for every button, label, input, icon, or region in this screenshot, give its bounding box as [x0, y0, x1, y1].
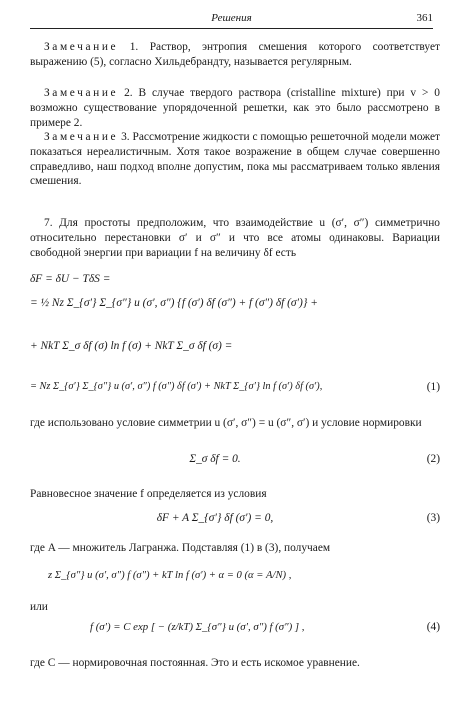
equation-number: (2) [426, 453, 440, 465]
running-header [30, 10, 433, 29]
paragraph-equilibrium: Равновесное значение f определяется из условия [30, 488, 267, 500]
word-or: или [30, 601, 48, 613]
remark-text: 3. Рассмотрение жидкости с помощью решеточной модели может показаться нереалистичным. Хотя такое возражение в общем случае совершенно справедливо, наш подход вполне допустим, пока мы рассматриваем только явления смешения. [30, 131, 440, 188]
equation-intermediate [30, 563, 440, 593]
equation-number: (4) [426, 621, 440, 633]
equation-3 [30, 505, 440, 535]
paragraph-lagrange: где A — множитель Лагранжа. Подставляя (1) в (3), получаем [30, 542, 331, 554]
paragraph-final: где C — нормировочная постоянная. Это и есть искомое уравнение. [30, 657, 360, 669]
equation-number: (1) [426, 381, 440, 393]
equation-text: Σ_σ δf = 0. [189, 453, 241, 465]
running-title: Решения [211, 12, 252, 24]
remark-2 [30, 86, 440, 130]
equation-text: δF + A Σ_{σ′} δf (σ′) = 0, [156, 512, 274, 524]
equation-2 [30, 446, 440, 476]
equation-number: (3) [426, 512, 440, 524]
equation-text: + NkT Σ_σ δf (σ) ln f (σ) + NkT Σ_σ δf (σ) = [30, 340, 233, 352]
derivation-line-4 [30, 374, 440, 404]
remark-heading: Замечание [44, 131, 119, 143]
equation-4 [30, 614, 440, 644]
remark-heading: Замечание [44, 41, 119, 53]
derivation-line-2 [30, 290, 440, 320]
equation-text: δF = δU − TδS = [30, 273, 111, 285]
remark-heading: Замечание [44, 87, 119, 99]
equation-text: z Σ_{σ″} u (σ′, σ″) f (σ″) + kT ln f (σ′) + α = 0 (α = A/N) , [48, 570, 292, 581]
problem-7-intro: 7. Для простоты предположим, что взаимодействие u (σ′, σ″) симметрично относительно перестановки σ′ и σ″ и что все атомы одинаковы. Вариации свободной энергии при вариации f на величину δf есть [30, 217, 440, 259]
paragraph-symmetry: где использовано условие симметрии u (σ′, σ″) = u (σ″, σ′) и условие нормировки [30, 417, 422, 429]
equation-text: = ½ Nz Σ_{σ′} Σ_{σ″} u (σ′, σ″) {f (σ′) δf (σ″) + f (σ″) δf (σ′)} + [30, 297, 318, 309]
remark-1 [30, 40, 440, 70]
derivation-line-3 [30, 333, 440, 363]
remark-text: 2. В случае твердого раствора (cristalline mixture) при v > 0 возможно существование упорядоченной решетки, как это было рассмотрено в примере 2. [30, 87, 440, 129]
page-number: 361 [416, 12, 433, 24]
remark-text: 1. Раствор, энтропия смешения которого соответствует выражению (5), согласно Хильдебрандту, называется регулярным. [30, 41, 440, 68]
equation-text: f (σ′) = C exp [ − (z/kT) Σ_{σ″} u (σ′, σ″) f (σ″) ] , [90, 621, 305, 633]
remark-3 [30, 130, 440, 189]
equation-text: = Nz Σ_{σ′} Σ_{σ″} u (σ′, σ″) f (σ″) δf (σ′) + NkT Σ_{σ′} ln f (σ′) δf (σ′), [30, 381, 323, 392]
